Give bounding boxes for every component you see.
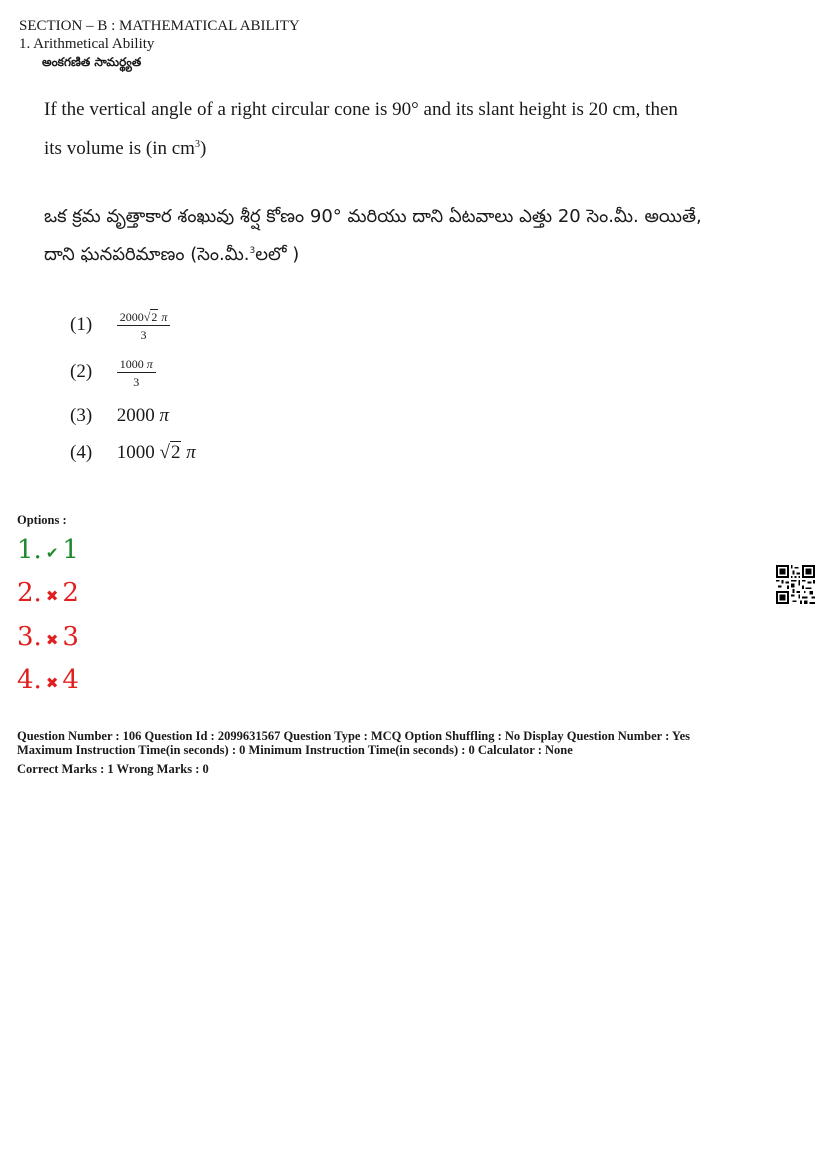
section-title: SECTION – B : MATHEMATICAL ABILITY <box>19 18 300 34</box>
cross-icon: ✖ <box>45 631 59 649</box>
choice-2-coef: 1000 <box>119 357 144 371</box>
answer-option-4-index: 4. <box>17 665 42 695</box>
question-meta-line2: Maximum Instruction Time(in seconds) : 0 Minimum Instruction Time(in seconds) : 0 Calculator : None <box>17 743 573 757</box>
cross-icon: ✖ <box>45 587 59 605</box>
question-english-line2 <box>44 127 764 166</box>
answer-option-4[interactable] <box>17 665 79 698</box>
choice-3-number: (3) <box>70 405 93 426</box>
choice-1-denominator: 3 <box>140 328 147 342</box>
choice-1-pi: π <box>161 310 168 324</box>
answer-option-1-index: 1. <box>17 535 42 565</box>
choice-1-radicand: 2 <box>151 310 158 324</box>
question-english-line1: If the vertical angle of a right circular cone is 90° and its slant height is 20 cm, then <box>44 99 678 120</box>
choice-2-denominator: 3 <box>133 375 140 389</box>
choice-1-fraction <box>117 310 171 342</box>
topic-title-telugu: అంకగణిత సామర్థ్యత <box>42 55 142 69</box>
answer-option-1-value: 1 <box>62 535 79 565</box>
choice-2-pi: π <box>146 357 153 371</box>
answer-option-3[interactable] <box>17 622 79 655</box>
answer-option-3-value: 3 <box>62 622 79 652</box>
question-telugu-line2-sup: 3 <box>249 246 256 256</box>
choice-1 <box>70 310 170 342</box>
qr-code-icon <box>776 565 815 604</box>
topic-title: 1. Arithmetical Ability <box>19 36 155 52</box>
question-english-line2-pre: its volume is (in cm <box>44 138 195 159</box>
choice-1-numerator <box>117 310 171 326</box>
choice-4-number: (4) <box>70 442 93 463</box>
choice-2-numerator <box>117 357 156 373</box>
cross-icon: ✖ <box>45 674 59 692</box>
answer-option-4-value: 4 <box>62 665 79 695</box>
choice-4-pi: π <box>186 442 196 463</box>
question-english-line2-post: ) <box>199 138 207 159</box>
choice-2-number: (2) <box>70 361 93 383</box>
choice-1-sqrt: √2 <box>143 310 158 324</box>
question-telugu-line1: ఒక క్రమ వృత్తాకార శంఖువు శీర్ష కోణం 90° మరియు దాని ఏటవాలు ఎత్తు 20 సెం.మీ. అయితే, <box>44 206 702 227</box>
choice-4-value <box>117 442 196 463</box>
choice-3-coef: 2000 <box>116 405 155 426</box>
choice-4-radicand: 2 <box>170 442 181 463</box>
question-meta-line1: Question Number : 106 Question Id : 2099631567 Question Type : MCQ Option Shuffling : No Display Question Number : Yes <box>17 729 690 743</box>
answer-option-1[interactable] <box>17 535 79 568</box>
choice-1-coef: 2000 <box>119 310 144 324</box>
choice-2 <box>70 357 156 389</box>
choice-4-coef: 1000 <box>116 442 155 463</box>
choice-4 <box>70 442 196 464</box>
answer-option-2[interactable] <box>17 578 79 611</box>
choice-3-pi: π <box>159 405 170 426</box>
question-text-english <box>44 92 764 166</box>
choice-2-fraction <box>117 357 156 389</box>
question-text-telugu <box>44 199 784 272</box>
question-telugu-line2 <box>44 234 784 272</box>
choice-1-number: (1) <box>70 314 93 336</box>
question-meta-marks: Correct Marks : 1 Wrong Marks : 0 <box>17 762 209 776</box>
answer-option-3-index: 3. <box>17 622 42 652</box>
options-label: Options : <box>17 513 67 527</box>
check-icon: ✔ <box>45 544 59 562</box>
answer-option-2-index: 2. <box>17 578 42 608</box>
choice-3 <box>70 405 169 427</box>
question-telugu-line2-post: లలో ) <box>255 244 300 265</box>
question-telugu-line2-pre: దాని ఘనపరిమాణం (సెం.మీ. <box>44 244 250 265</box>
choice-3-value <box>117 405 169 426</box>
answer-option-2-value: 2 <box>62 578 79 608</box>
choice-4-sqrt: √2 <box>159 442 181 463</box>
question-english-line2-sup: 3 <box>194 139 200 150</box>
